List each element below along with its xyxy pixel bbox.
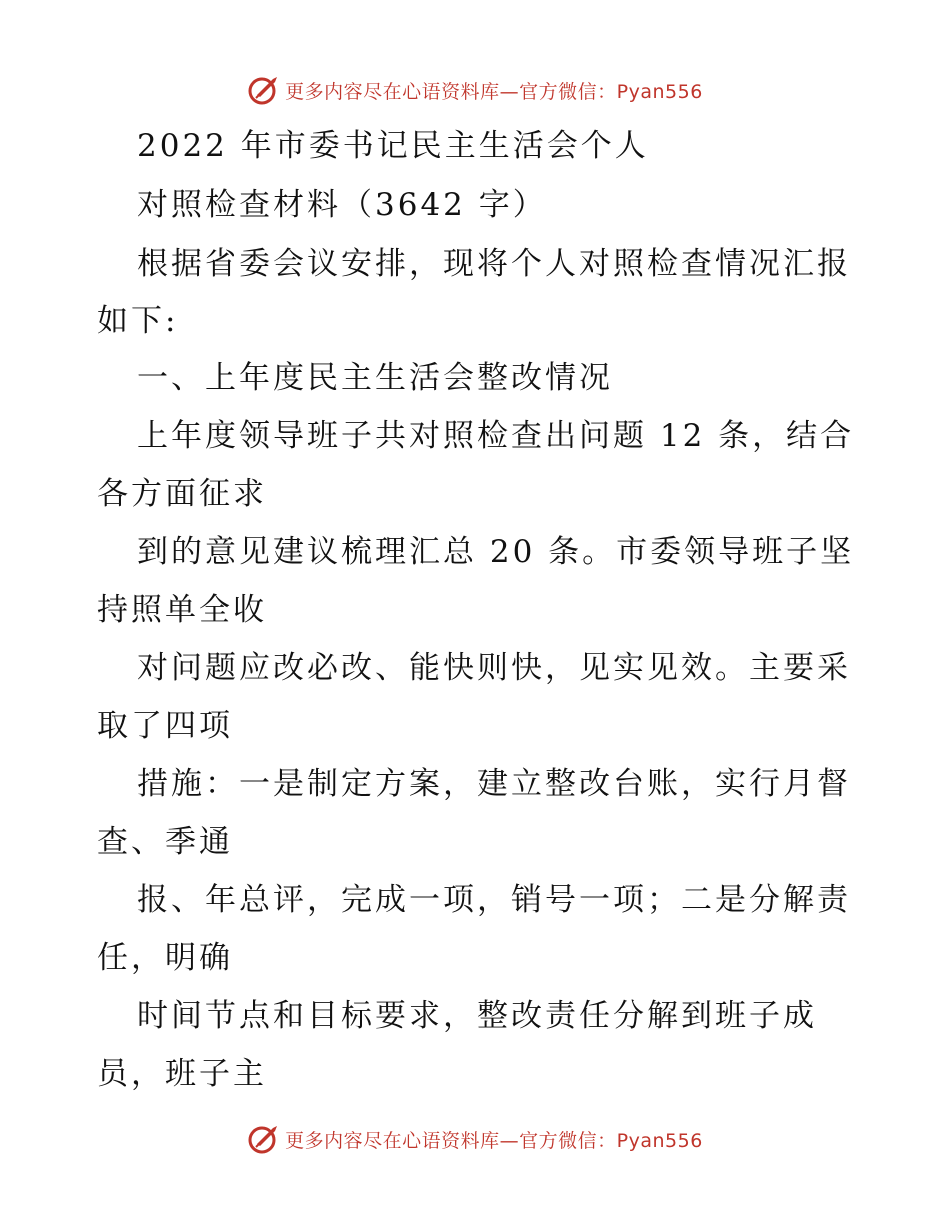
quill-seal-logo-icon [247, 1122, 281, 1156]
paragraph-line: 对问题应改必改、能快则快，见实见效。主要采 [137, 650, 851, 686]
paragraph-line: 查、季通 [97, 824, 233, 860]
watermark-banner-bottom [0, 1119, 950, 1159]
paragraph-line: 各方面征求 [97, 476, 267, 512]
paragraph-line: 员，班子主 [97, 1056, 267, 1092]
paragraph-line: 报、年总评，完成一项，销号一项；二是分解责 [137, 882, 851, 918]
paragraph-line: 如下: [97, 303, 179, 339]
document-title-line-1: 2022 年市委书记民主生活会个人 [137, 128, 649, 164]
watermark-banner-top [0, 70, 950, 110]
quill-seal-logo-icon [247, 73, 281, 107]
watermark-text: 更多内容尽在心语资料库—官方微信：Pyan556 [285, 80, 703, 103]
paragraph-line: 持照单全收 [97, 592, 267, 628]
paragraph-line: 根据省委会议安排，现将个人对照检查情况汇报 [137, 246, 851, 282]
paragraph-line: 时间节点和目标要求，整改责任分解到班子成 [137, 998, 817, 1034]
paragraph-line: 到的意见建议梳理汇总 20 条。市委领导班子坚 [137, 534, 855, 570]
paragraph-line: 措施：一是制定方案，建立整改台账，实行月督 [137, 766, 851, 802]
paragraph-line: 上年度领导班子共对照检查出问题 12 条，结合 [137, 418, 855, 454]
document-title-line-2: 对照检查材料（3642 字） [137, 187, 547, 223]
paragraph-line: 任，明确 [97, 940, 233, 976]
section-heading: 一、上年度民主生活会整改情况 [137, 360, 613, 396]
paragraph-line: 取了四项 [97, 708, 233, 744]
watermark-text: 更多内容尽在心语资料库—官方微信：Pyan556 [285, 1129, 703, 1152]
